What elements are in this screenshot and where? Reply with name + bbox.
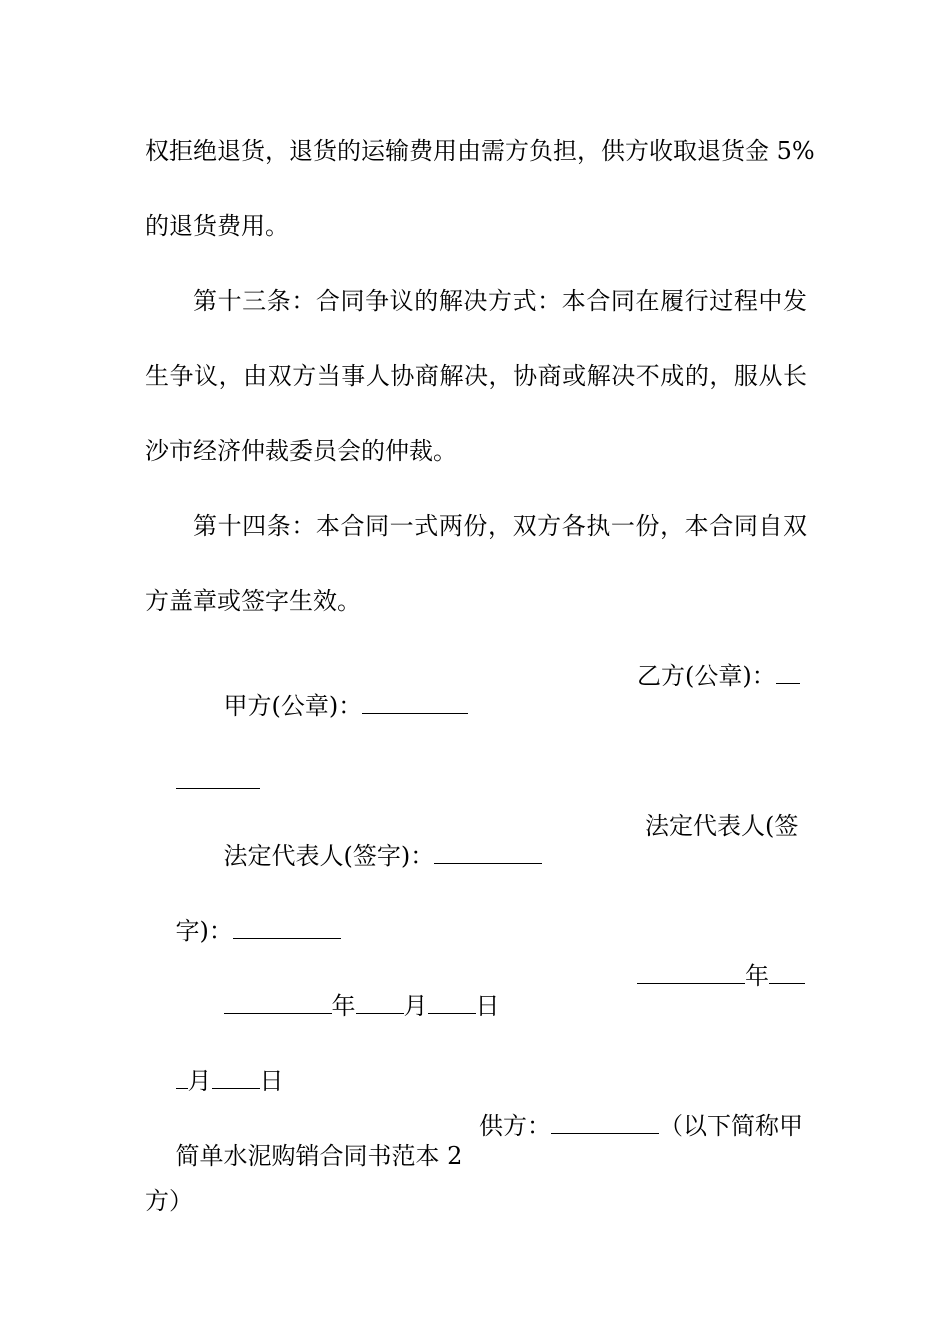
article-14-line-2: 方盖章或签字生效。 [145, 587, 361, 615]
date-b-year: 年 [745, 962, 769, 990]
date-a-year: 年 [331, 992, 356, 1020]
supplier [479, 1111, 803, 1141]
text-line-2: 的退货费用。 [145, 212, 289, 240]
date-b-month: 月 [187, 1067, 212, 1095]
party-b-seal-blank-1 [776, 661, 800, 684]
rep-b-label-1: 法定代表人(签 [645, 812, 799, 840]
article-13-line-3: 沙市经济仲裁委员会的仲裁。 [145, 437, 457, 465]
date-a-year-blank [224, 991, 332, 1014]
article-13-line-1: 第十三条：合同争议的解决方式：本合同在履行过程中发 [193, 287, 807, 315]
next-section-title: 简单水泥购销合同书范本 2 [175, 1142, 463, 1170]
date-b [637, 961, 805, 991]
date-b-day-blank [212, 1066, 260, 1089]
rep-b-label-2: 字)： [175, 917, 233, 945]
supplier-note: （以下简称甲 [659, 1112, 803, 1140]
party-b-seal-blank-2 [176, 766, 260, 789]
text-line-1: 权拒绝退货，退货的运输费用由需方负担，供方收取退货金 5% [145, 137, 815, 165]
date-b-year-blank [637, 961, 745, 984]
supplier-label: 供方： [479, 1112, 551, 1140]
article-14-line-1: 第十四条：本合同一式两份，双方各执一份，本合同自双 [193, 512, 807, 540]
date-b-month-blank-1 [769, 961, 805, 984]
article-13-line-2: 生争议，由双方当事人协商解决，协商或解决不成的，服从长 [145, 362, 807, 390]
rep-b-blank [233, 916, 341, 939]
rep-a-label: 法定代表人(签字)： [223, 842, 435, 870]
supplier-blank [551, 1111, 659, 1134]
date-b-month-blank-2 [176, 1066, 188, 1089]
date-b-day: 日 [259, 1067, 284, 1095]
date-a-month: 月 [403, 992, 428, 1020]
party-a-seal-label: 甲方(公章)： [223, 692, 363, 720]
date-a-month-blank [356, 991, 404, 1014]
rep-a-blank [434, 841, 542, 864]
supplier-note-cont: 方） [145, 1187, 193, 1215]
party-a-seal-blank [362, 691, 468, 714]
date-a-day-blank [428, 991, 476, 1014]
party-b-seal-label: 乙方(公章)： [637, 662, 776, 690]
date-a-day: 日 [475, 992, 500, 1020]
party-b-seal [637, 661, 800, 691]
